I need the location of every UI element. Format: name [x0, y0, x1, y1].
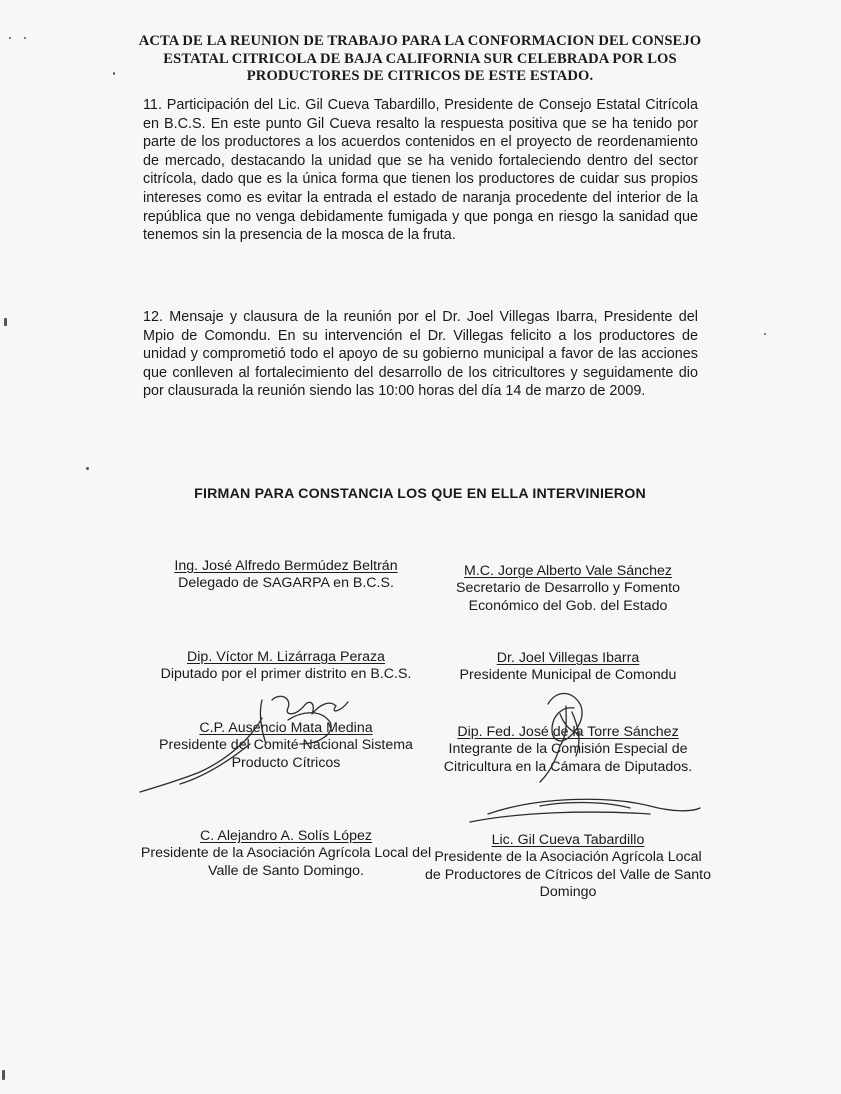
scan-speck [4, 318, 7, 326]
signatory-block [152, 649, 420, 684]
paragraph-11: 11. Participación del Lic. Gil Cueva Tabardillo, Presidente de Consejo Estatal Citrícola en B.C.S. En este punto Gil Cueva resalto la respuesta positiva que se ha tenido por parte de los productores a los acuerdos contenidos en el proyecto de reordenamiento de mercado, destacando la unidad que se ha venido fortaleciendo dentro del sector citrícola, dado que es la única forma que tienen los productores de cuidar sus propios intereses como es evitar la entrada el estado de naranja procedente del interior de la república que no venga debidamente fumigada y que ponga en riesgo la sanidad que tenemos sin la presencia de la mosca de la fruta. [143, 97, 698, 244]
signatory-name: C.P. Ausencio Mata Medina [199, 720, 373, 736]
scan-speck [86, 467, 89, 470]
signatory-name: Lic. Gil Cueva Tabardillo [491, 832, 645, 848]
scan-speck [2, 1070, 5, 1080]
paragraph-12: 12. Mensaje y clausura de la reunión por el Dr. Joel Villegas Ibarra, Presidente del Mpio de Comondu. En su intervención el Dr. Villegas felicito a los productores de unidad y comprometió todo el apoyo de su gobierno municipal a favor de las acciones que conlleven al fortalecimiento del desarrollo de los citricultores y seguidamente dio por clausurada la reunión siendo las 10:00 horas del día 14 de marzo de 2009. [143, 309, 698, 400]
signatory-role: Presidente Municipal de Comondu [459, 667, 677, 684]
scan-speck [113, 72, 115, 75]
signatory-role: Delegado de SAGARPA en B.C.S. [178, 575, 394, 592]
signatory-block [150, 558, 422, 593]
signatory-name: Ing. José Alfredo Bermúdez Beltrán [174, 558, 398, 574]
signature-gil-cueva [470, 799, 700, 822]
signatory-role: Presidente del Comité Nacional Sistema Producto Cítricos [159, 737, 413, 771]
signatures-heading: FIRMAN PARA CONSTANCIA LOS QUE EN ELLA INTERVINIERON [194, 486, 646, 502]
document-title: ACTA DE LA REUNION DE TRABAJO PARA LA CONFORMACION DEL CONSEJO ESTATAL CITRICOLA DE BAJA CALIFORNIA SUR CELEBRADA POR LOS PRODUCTORES DE CITRICOS DE ESTE ESTADO. [138, 33, 702, 84]
signatory-name: Dip. Víctor M. Lizárraga Peraza [187, 649, 385, 665]
signatory-block [152, 720, 420, 772]
signatory-name: Dip. Fed. José de la Torre Sánchez [457, 724, 679, 740]
signatory-block [140, 828, 432, 880]
signatory-role: Presidente de la Asociación Agrícola Local de Productores de Cítricos del Valle de Santo Domingo [425, 849, 712, 901]
signatory-name: C. Alejandro A. Solís López [200, 828, 372, 844]
scan-speck [764, 333, 766, 335]
signatory-block [425, 724, 711, 776]
signatory-block [425, 563, 711, 615]
scan-speck [9, 37, 11, 39]
signatory-block [435, 650, 701, 685]
signatory-block [425, 832, 711, 902]
scan-speck [24, 37, 26, 39]
signatory-name: Dr. Joel Villegas Ibarra [496, 650, 640, 666]
signatory-role: Presidente de la Asociación Agrícola Local del Valle de Santo Domingo. [140, 845, 432, 879]
signatory-role: Diputado por el primer distrito en B.C.S. [160, 666, 412, 683]
signatory-role: Secretario de Desarrollo y Fomento Económico del Gob. del Estado [456, 580, 680, 614]
signatory-role: Integrante de la Comisión Especial de Citricultura en la Cámara de Diputados. [443, 741, 693, 775]
signatory-name: M.C. Jorge Alberto Vale Sánchez [464, 563, 672, 579]
